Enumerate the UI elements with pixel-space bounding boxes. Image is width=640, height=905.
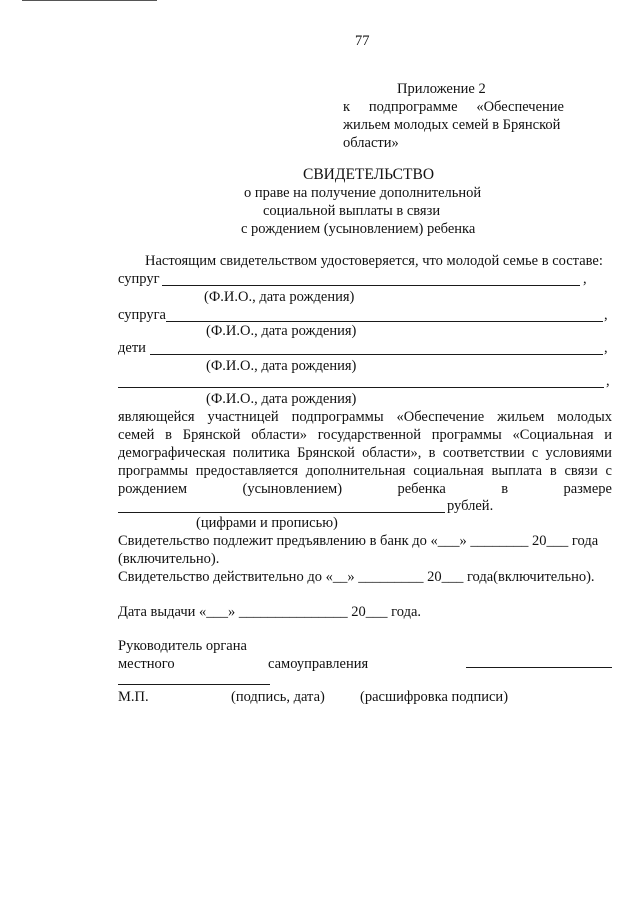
body-word: в — [428, 445, 436, 461]
body-word: с — [605, 463, 612, 479]
appendix-line2 — [343, 98, 564, 116]
body-word: жильем — [497, 409, 545, 425]
issue-date-line: Дата выдачи «___» _______________ 20___ года. — [118, 604, 422, 620]
stamp-label: М.П. — [118, 689, 149, 705]
body-word: «Социальная — [512, 427, 594, 443]
amount-caption: (цифрами и прописью) — [196, 515, 338, 531]
head-title-word-selfgov: самоуправления — [268, 656, 369, 672]
appendix-number: Приложение 2 — [397, 81, 486, 97]
body-word: государственной — [317, 427, 422, 443]
decode-signature-line — [466, 667, 612, 668]
page-number: 77 — [355, 33, 370, 49]
appendix-line3: жильем молодых семей в Брянской — [343, 117, 561, 133]
body-word: с — [531, 445, 539, 461]
appendix-word-subprogram: подпрограмме — [368, 99, 458, 115]
body-word: в — [549, 463, 557, 479]
body-word: молодых — [557, 409, 612, 425]
document-subtitle-3: с рождением (усыновлением) ребенка — [241, 221, 476, 237]
children-comma-2: , — [606, 373, 610, 389]
head-title-word-local: местного — [118, 656, 175, 672]
children-blank-line-1 — [150, 354, 603, 355]
body-word: программы — [118, 463, 188, 479]
body-word: соответствии — [442, 445, 525, 461]
body-word: в — [501, 481, 509, 497]
body-row-1 — [118, 408, 612, 426]
children-label: дети — [118, 340, 146, 356]
children-comma-1: , — [604, 340, 608, 356]
husband-label: супруг — [118, 271, 160, 287]
body-word: области», — [362, 445, 422, 461]
body-word: и — [604, 427, 612, 443]
appendix-word-provision: «Обеспечение — [476, 99, 564, 115]
wife-label: супруга — [118, 307, 166, 323]
intro-text: Настоящим свидетельством удостоверяется, что молодой семье в составе: — [145, 253, 603, 269]
body-row-2 — [118, 426, 612, 444]
body-word: Брянской — [182, 427, 241, 443]
body-word: (усыновлением) — [242, 481, 343, 497]
body-row-4 — [118, 462, 612, 480]
decode-caption: (расшифровка подписи) — [360, 689, 509, 705]
husband-comma: , — [583, 271, 587, 287]
body-word: подпрограммы — [291, 409, 384, 425]
body-word: демографическая — [118, 445, 226, 461]
appendix-line4: области» — [343, 135, 399, 151]
children-caption-1: (Ф.И.О., дата рождения) — [206, 358, 357, 374]
document-subtitle-1: о праве на получение дополнительной — [244, 185, 482, 201]
body-word: являющейся — [118, 409, 195, 425]
wife-caption: (Ф.И.О., дата рождения) — [206, 323, 357, 339]
body-word: предоставляется — [195, 463, 299, 479]
amount-blank-line — [118, 512, 445, 513]
validity-line: Свидетельство действительно до «__» _________ 20___ года(включительно). — [118, 569, 595, 585]
body-word: условиями — [545, 445, 612, 461]
bank-deadline-inclusive: (включительно). — [118, 551, 220, 567]
body-row-3 — [118, 444, 612, 462]
body-row-5 — [118, 480, 612, 498]
body-word: Брянской — [297, 445, 355, 461]
body-word: ребенка — [397, 481, 446, 497]
body-word: «Обеспечение — [396, 409, 485, 425]
body-word: рождением — [118, 481, 188, 497]
children-caption-2: (Ф.И.О., дата рождения) — [206, 391, 357, 407]
body-word: политика — [232, 445, 290, 461]
husband-blank-line — [162, 285, 580, 286]
body-word: размере — [563, 481, 612, 497]
wife-comma: , — [604, 307, 608, 323]
rubles-word: рублей. — [447, 498, 494, 514]
husband-caption: (Ф.И.О., дата рождения) — [204, 289, 355, 305]
body-word: семей — [118, 427, 155, 443]
document-title: СВИДЕТЕЛЬСТВО — [303, 166, 435, 183]
sign-caption: (подпись, дата) — [231, 689, 325, 705]
body-word: социальная — [413, 463, 484, 479]
body-word: дополнительная — [305, 463, 406, 479]
appendix-word-k: к — [343, 99, 351, 115]
body-word: области» — [251, 427, 307, 443]
body-word: программы — [431, 427, 502, 443]
head-title-line1: Руководитель органа — [118, 638, 247, 654]
document-subtitle-2: социальной выплаты в связи — [263, 203, 441, 219]
body-word: связи — [564, 463, 598, 479]
body-word: участницей — [207, 409, 279, 425]
scan-edge-mark — [22, 0, 157, 1]
bank-deadline-line: Свидетельство подлежит предъявлению в банк до «___» ________ 20___ года — [118, 533, 599, 549]
body-word: в — [165, 427, 173, 443]
children-blank-line-2 — [118, 387, 604, 388]
body-word: выплата — [491, 463, 543, 479]
sign-line — [118, 684, 270, 685]
